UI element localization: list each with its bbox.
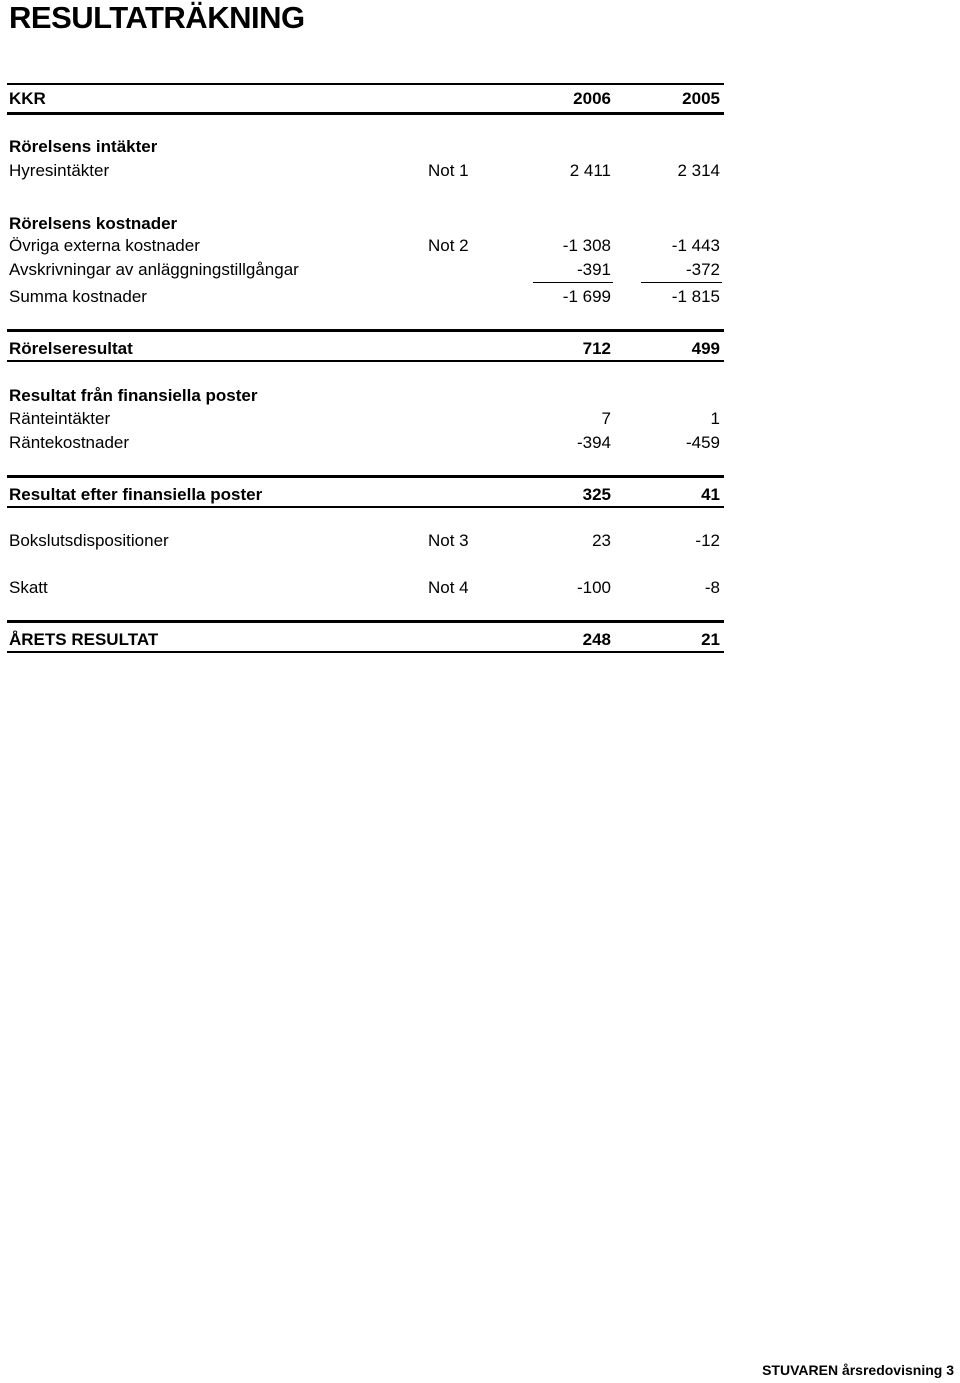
row-label: Ränteintäkter <box>9 409 111 428</box>
year-2006: 2006 <box>573 89 611 108</box>
unit-label: KKR <box>9 89 46 108</box>
note-ref: Not 2 <box>428 236 469 255</box>
rule-header-bottom <box>7 112 724 115</box>
heading-kostnader <box>7 212 724 236</box>
value-2005: 41 <box>701 485 720 504</box>
value-2005: 1 <box>710 409 720 428</box>
value-2005: 21 <box>701 630 720 649</box>
value-2006: 248 <box>582 630 611 649</box>
subtotal-underline-2006 <box>533 282 613 283</box>
row-efter-finansiella <box>7 483 724 507</box>
heading-finansiella <box>7 384 724 408</box>
row-ovriga-externa <box>7 234 724 258</box>
row-label: Skatt <box>9 578 48 597</box>
value-2006: -100 <box>576 578 611 597</box>
rule-arets-resultat-top <box>7 620 724 623</box>
page-footer: STUVAREN årsredovisning 3 <box>762 1362 954 1378</box>
row-label: Övriga externa kostnader <box>9 236 200 255</box>
value-2005: -459 <box>685 433 720 452</box>
row-label: Resultat efter finansiella poster <box>9 485 263 504</box>
value-2005: 499 <box>691 339 720 358</box>
note-ref: Not 4 <box>428 578 469 597</box>
value-2006: -1 699 <box>562 287 611 306</box>
value-2006: 2 411 <box>569 161 611 180</box>
income-statement <box>7 83 724 658</box>
value-2006: 712 <box>582 339 611 358</box>
row-summa-kostnader <box>7 285 724 309</box>
row-label: Avskrivningar av anläggningstillgångar <box>9 260 299 279</box>
rule-top <box>7 83 724 85</box>
row-arets-resultat <box>7 628 724 652</box>
value-2006: -394 <box>576 433 611 452</box>
value-2006: 325 <box>582 485 611 504</box>
row-avskrivningar <box>7 258 724 282</box>
row-rantekostnader <box>7 431 724 455</box>
value-2005: 2 314 <box>677 161 720 180</box>
rule-efter-finansiella-top <box>7 475 724 478</box>
row-label: Rörelseresultat <box>9 339 133 358</box>
year-2005: 2005 <box>682 89 720 108</box>
value-2006: -391 <box>576 260 611 279</box>
rule-rorelseresultat-bottom <box>7 360 724 362</box>
rule-arets-resultat-bottom <box>7 651 724 653</box>
value-2006: 23 <box>592 531 611 550</box>
value-2005: -1 815 <box>671 287 720 306</box>
header-row <box>7 87 724 111</box>
heading-label: Resultat från finansiella poster <box>9 386 258 405</box>
note-ref: Not 1 <box>428 161 469 180</box>
row-label: ÅRETS RESULTAT <box>9 630 159 649</box>
heading-intakter <box>7 135 724 159</box>
row-hyresintakter <box>7 159 724 183</box>
row-ranteintakter <box>7 407 724 431</box>
value-2006: 7 <box>601 409 611 428</box>
value-2005: -372 <box>685 260 720 279</box>
row-label: Räntekostnader <box>9 433 130 452</box>
note-ref: Not 3 <box>428 531 469 550</box>
row-label: Hyresintäkter <box>9 161 110 180</box>
row-bokslutsdispositioner <box>7 529 724 553</box>
value-2005: -8 <box>704 578 720 597</box>
row-label: Bokslutsdispositioner <box>9 531 169 550</box>
rule-rorelseresultat-top <box>7 329 724 332</box>
heading-label: Rörelsens kostnader <box>9 214 178 233</box>
subtotal-underline-2005 <box>641 282 722 283</box>
value-2005: -12 <box>695 531 720 550</box>
rule-efter-finansiella-bottom <box>7 506 724 508</box>
row-label: Summa kostnader <box>9 287 147 306</box>
row-skatt <box>7 576 724 600</box>
row-rorelseresultat <box>7 337 724 361</box>
page-title: RESULTATRÄKNING <box>9 0 305 35</box>
value-2006: -1 308 <box>562 236 611 255</box>
value-2005: -1 443 <box>671 236 720 255</box>
heading-label: Rörelsens intäkter <box>9 137 158 156</box>
